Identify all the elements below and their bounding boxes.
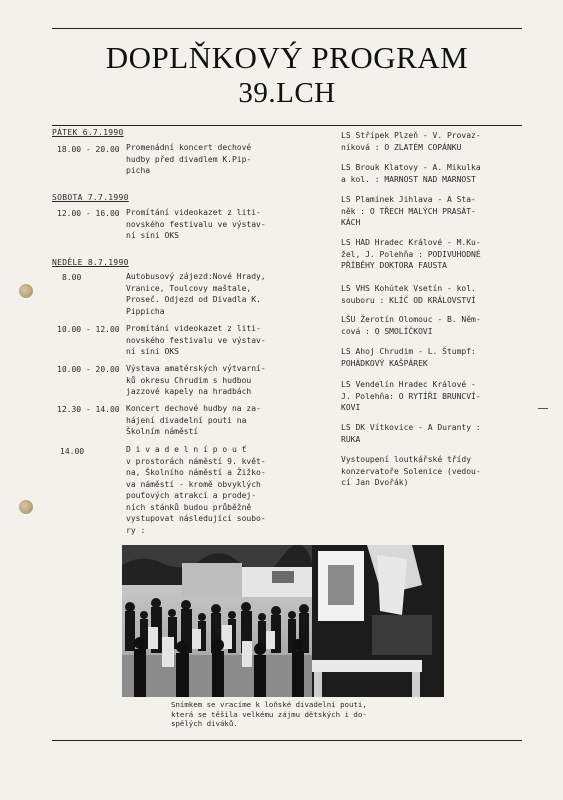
ensemble-item: LS Brouk Klatovy - A. Mikulka a kol. : MARNOST NAD MARNOST — [341, 163, 481, 184]
ensemble-item: LS Střípek Plzeň - V. Provaz- níková : O ZLATÉM COPÁNKU — [341, 131, 481, 152]
page-title: DOPLŇKOVÝ PROGRAM — [105, 40, 469, 75]
ensemble-item: LS Plamínek Jihlava - A Sta- něk : O TŘECH MALÝCH PRASÁT- KÁCH — [341, 195, 476, 227]
punch-hole-top — [19, 284, 33, 298]
punch-hole-bottom — [19, 500, 33, 514]
ensemble-item: LŠU Žerotín Olomouc - B. Něm- cová : O SMOLÍČKOVI — [341, 315, 481, 336]
time-slot: 10.00 - 20.00 — [57, 365, 120, 374]
event-description: Autobusový zájezd:Nové Hrady, Vranice, Toulcovy maštale, Proseč. Odjezd od Divadla K. Pippicha — [126, 272, 266, 316]
day-heading-friday: PÁTEK 6.7.1990 — [52, 128, 124, 137]
event-description: Koncert dechové hudby na za- hájení divadelní pouti na Školním náměstí — [126, 404, 261, 436]
header-rule — [52, 125, 522, 126]
ensemble-item: LS HAD Hradec Králové - M.Ku- žel, J. Polehňa : PODIVUHODNÉ PŘÍBĚHY DOKTORA FAUSTA — [341, 238, 481, 270]
time-slot: 12.30 - 14.00 — [57, 405, 120, 414]
event-description: D i v a d e l n í p o u ť v prostorách náměstí 9. květ- na, Školního náměstí a Žižko- va náměstí - kromě obvyklých pouťových atrakcí a prodej- ních stánků budou průběžně vystupovat následující soubo- ry : — [126, 445, 266, 535]
bottom-rule — [52, 740, 522, 741]
day-heading-saturday: SOBOTA 7.7.1990 — [52, 193, 129, 202]
event-description: Promítání videokazet z liti- novského festivalu ve výstav- ní síni OKS — [126, 208, 266, 240]
event-description: Promítání videokazet z liti- novského festivalu ve výstav- ní síni OKS — [126, 324, 266, 356]
time-slot: 12.00 - 16.00 — [57, 209, 120, 218]
ensemble-item: LS Vendelín Hradec Králové - J. Polehňa: O RYTÍŘI BRUNCVÍ- KOVI — [341, 380, 481, 412]
event-description: Promenádní koncert dechové hudby před divadlem K.Pip- picha — [126, 143, 252, 175]
fold-mark — [538, 408, 548, 409]
time-slot: 18.00 - 20.00 — [57, 145, 120, 154]
top-rule — [52, 28, 522, 29]
page-subtitle: 39.LCH — [238, 77, 336, 109]
time-slot: 8.00 — [62, 273, 82, 282]
time-slot: 14.00 — [60, 447, 85, 456]
time-slot: 10.00 - 12.00 — [57, 325, 120, 334]
event-description: Výstava amatérských výtvarní- ků okresu Chrudim s hudbou jazzové kapely na hradbách — [126, 364, 266, 396]
photo-caption: Snímkem se vracíme k loňské divadelní pouti, která se těšila velkému zájmu dětských i do- spělých diváků. — [171, 700, 367, 728]
ensemble-item: LS VHS Kohútek Vsetín - kol. souboru : KLÍČ OD KRÁLOVSTVÍ — [341, 284, 476, 305]
photo-illustration — [122, 545, 444, 697]
day-heading-sunday: NEDĚLE 8.7.1990 — [52, 258, 129, 267]
ensemble-item: Vystoupení loutkářské třídy konzervatoře Solenice (vedou- cí Jan Dvořák) — [341, 455, 481, 487]
event-photo — [122, 545, 444, 697]
ensemble-item: LS Ahoj Chrudim - L. Štumpf: POHÁDKOVÝ KAŠPÁREK — [341, 347, 476, 368]
ensemble-item: LS DK Vítkovice - A Duranty : RUKA — [341, 423, 481, 444]
